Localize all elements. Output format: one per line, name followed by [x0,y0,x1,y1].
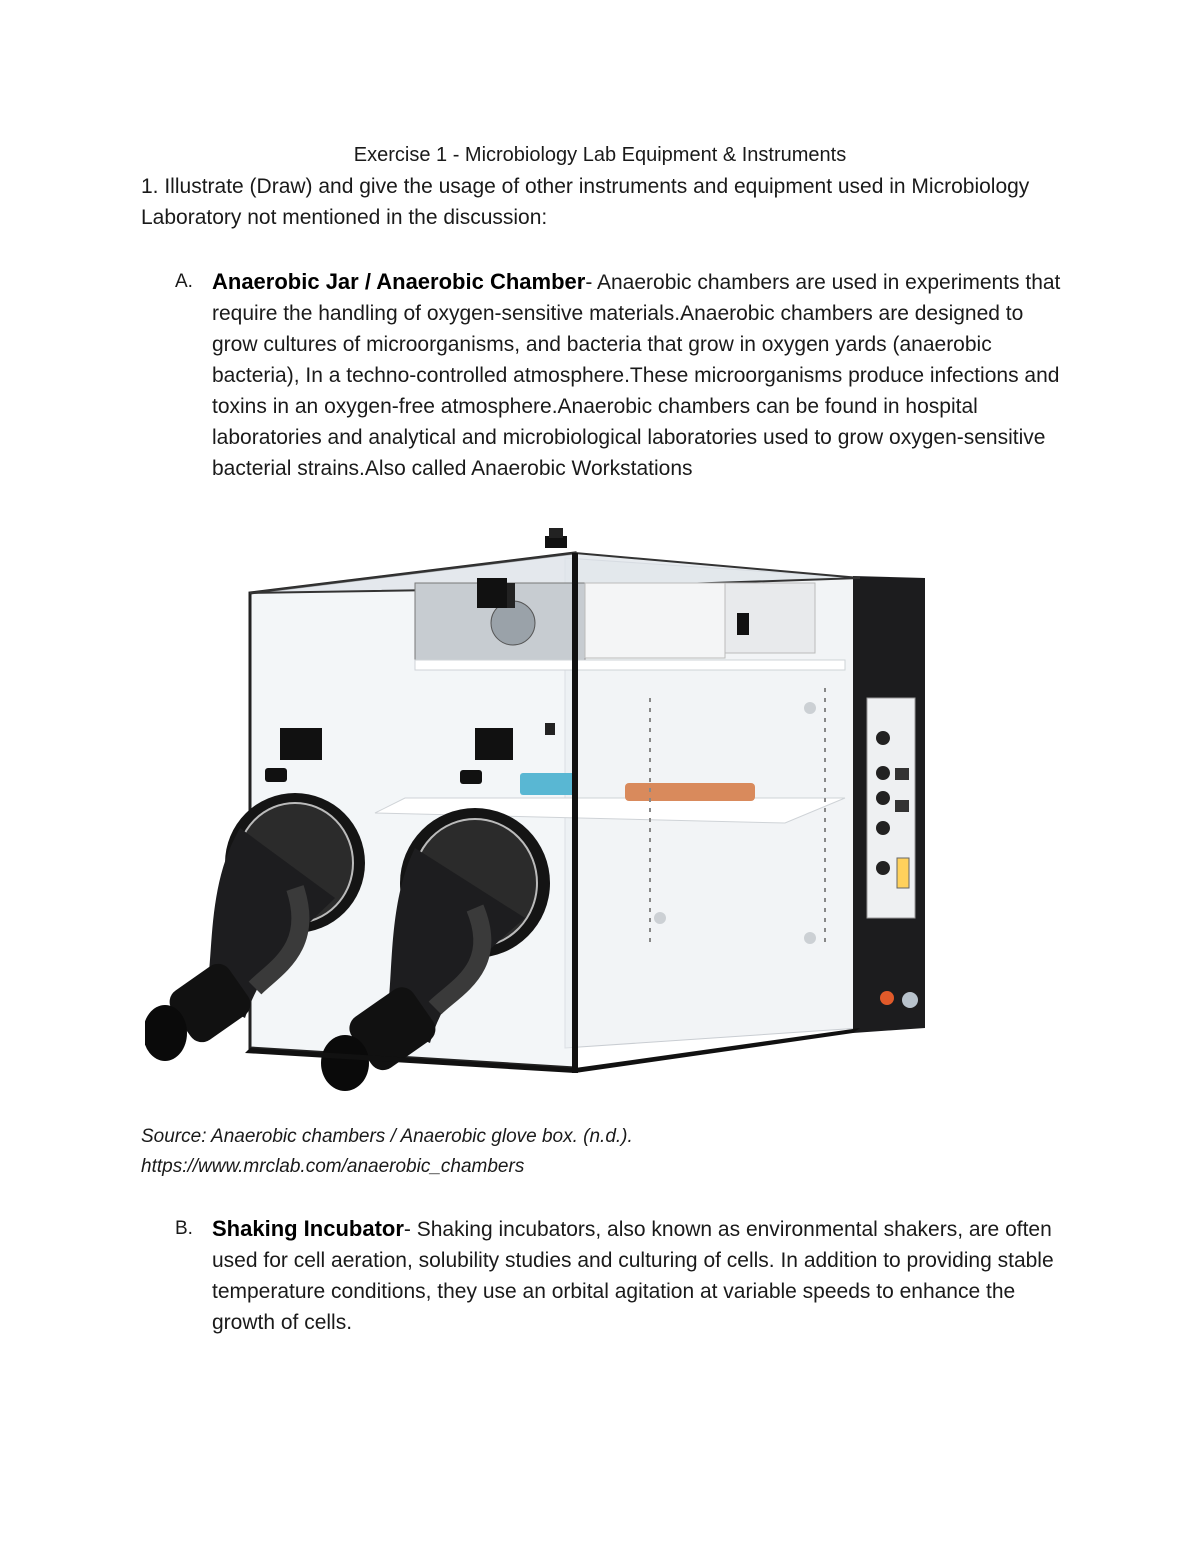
image-source-citation [141,1122,841,1182]
source-line: Source: Anaerobic chambers / Anaerobic glove box. (n.d.). [141,1126,633,1147]
item-text: - Anaerobic chambers are used in experiments that require the handling of oxygen-sensitive materials.Anaerobic chambers are designed to grow cultures of microorganisms, and bacteria that grow in oxygen yards (anaerobic bacteria), In a techno-controlled atmosphere.These microorganisms produce infections and toxins in an oxygen-free atmosphere.Anaerobic chambers can be found in hospital laboratories and analytical and microbiological laboratories used to grow oxygen-sensitive bacterial strains.Also called Anaerobic Workstations [212,271,1061,480]
item-text: - Shaking incubators, also known as environmental shakers, are often used for cell aeration, solubility studies and culturing of cells. In addition to providing stable temperature conditions, they use an orbital agitation at variable speeds to enhance the growth of cells. [212,1218,1054,1334]
list-item-body [212,266,1072,484]
list-marker: A. [175,271,193,292]
source-url: https://www.mrclab.com/anaerobic_chambers [141,1156,525,1177]
page-title: Exercise 1 - Microbiology Lab Equipment & Instruments [353,144,847,166]
item-heading: Shaking Incubator [212,1216,404,1241]
list-marker: B. [175,1218,193,1239]
item-heading: Anaerobic Jar / Anaerobic Chamber [212,269,586,294]
anaerobic-chamber-image [145,528,960,1093]
intro-paragraph: 1. Illustrate (Draw) and give the usage of other instruments and equipment used in Microbiology Laboratory not mentioned in the discussion: [141,175,1030,229]
list-item-body [212,1213,1072,1338]
